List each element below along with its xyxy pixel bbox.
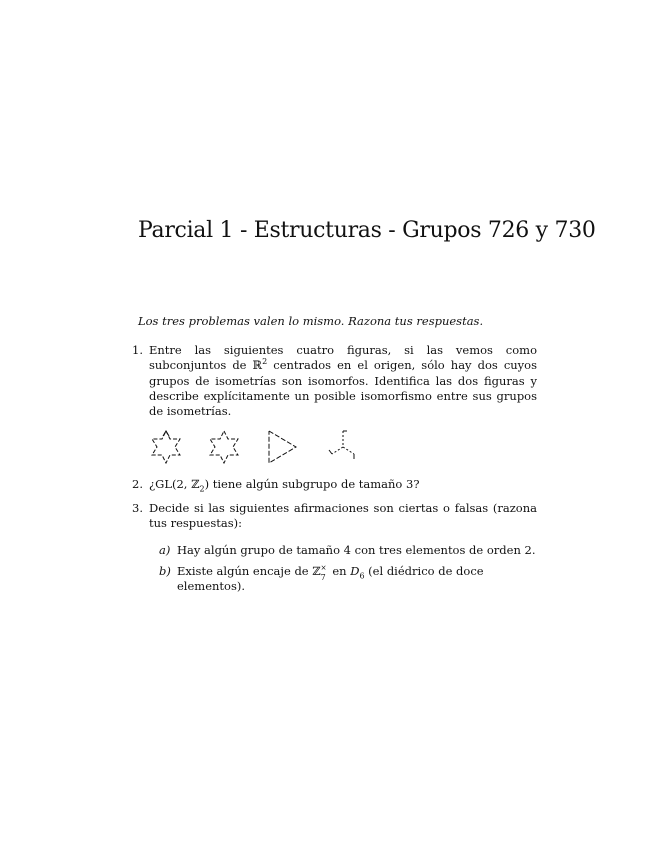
problem-3	[132, 501, 537, 594]
math-sub-sup	[320, 563, 329, 582]
math-superscript: ×	[320, 563, 327, 572]
subitem-a	[149, 543, 537, 558]
page-title: Parcial 1 - Estructuras - Grupos 726 y 730	[138, 218, 596, 243]
math-R: ℝ	[252, 358, 263, 373]
subitem-text-part: en	[328, 563, 351, 578]
problem-1-text	[149, 343, 537, 419]
math-exponent: 2	[262, 357, 268, 367]
figure-six-pointed-star	[207, 428, 241, 466]
problem-number: 1.	[132, 343, 143, 357]
figures-row	[149, 427, 537, 467]
problem-2	[132, 477, 537, 492]
problem-text-part: centrados en el origen, sólo hay dos cuyos grupos de isometrías son isomorfos. Identifica las dos figuras y describe explícitamente un posible isomorfismo entre sus grupos de isometrías.	[149, 358, 538, 419]
math-Z: ℤ	[312, 563, 321, 578]
instructions: Los tres problemas valen lo mismo. Razona tus respuestas.	[138, 314, 484, 328]
math-subscript: 2	[199, 484, 205, 494]
subitem-text	[177, 564, 484, 593]
math-subscript: 6	[359, 570, 365, 580]
problem-number: 2.	[132, 477, 143, 492]
problem-2-text	[149, 477, 537, 492]
figure-star-with-marked-tip	[149, 428, 183, 466]
problem-number: 3.	[132, 500, 143, 515]
figure-triangle	[265, 428, 299, 466]
problem-list	[132, 343, 537, 602]
subitem-label: b)	[159, 563, 171, 578]
math-Z: ℤ	[191, 477, 200, 492]
subitem-b	[149, 564, 537, 595]
subitem-text-part: (el diédrico de doce elementos).	[177, 563, 484, 593]
figure-three-armed-shape	[323, 428, 357, 466]
problem-1	[132, 343, 537, 467]
math-subscript: 7	[320, 572, 326, 582]
subitem-label: a)	[159, 543, 171, 558]
subitem-text: Hay algún grupo de tamaño 4 con tres elementos de orden 2.	[177, 543, 536, 558]
problem-text-part: ) tiene algún subgrupo de tamaño 3?	[204, 477, 420, 492]
math-D: D	[350, 563, 360, 578]
problem-3-text: Decide si las siguientes afirmaciones son ciertas o falsas (razona tus respuestas):	[149, 500, 537, 531]
problem-text-part: ¿GL(2,	[149, 477, 192, 492]
subitem-text-part: Existe algún encaje de	[177, 563, 313, 578]
problem-text-part: Entre las siguientes cuatro figuras, si las vemos como subconjuntos de	[149, 343, 537, 373]
